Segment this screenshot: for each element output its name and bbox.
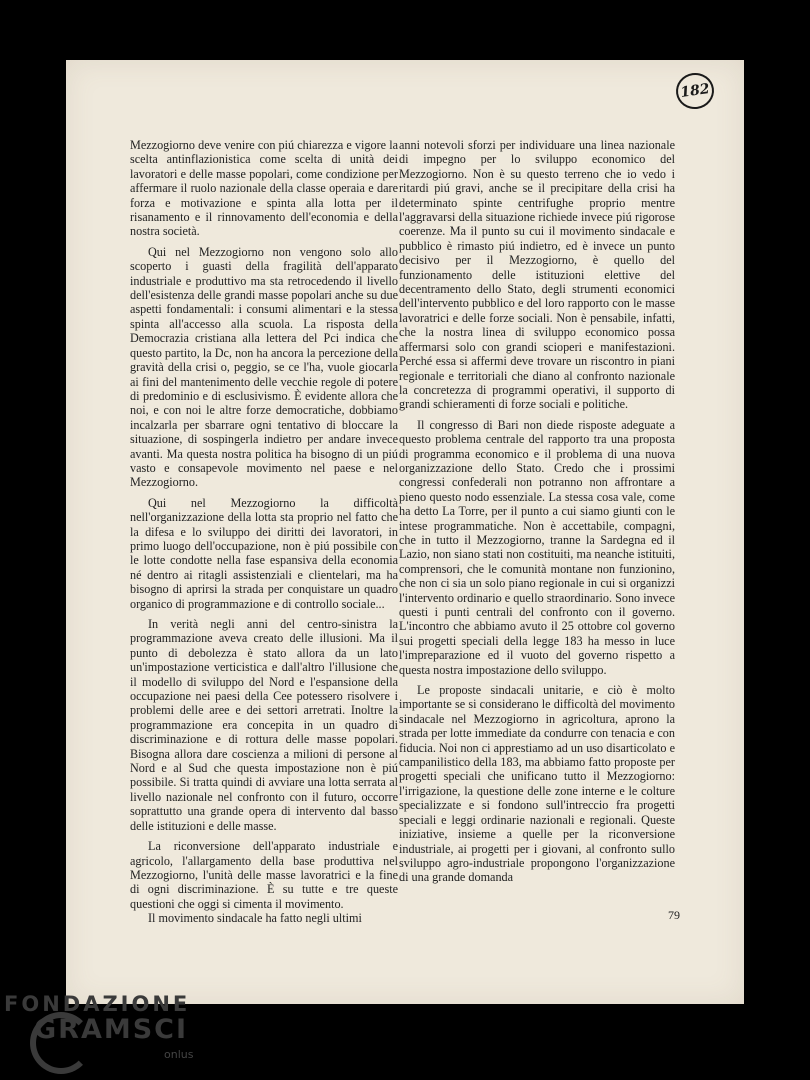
paragraph: La riconversione dell'apparato industriale e agricolo, l'allargamento della base produttiva nel Mezzogiorno, l'unità delle masse lavoratrici e la fine di ogni discriminazione. È su tutte e tre queste questioni che oggi si cimenta il movimento. [130,839,398,911]
watermark-line1: FONDAZIONE [4,992,191,1016]
paragraph: Il movimento sindacale ha fatto negli ultimi [148,911,362,926]
paragraph: Qui nel Mezzogiorno la difficoltà nell'organizzazione della lotta sta proprio nel fatto che la difesa e lo sviluppo dei diritti dei lavoratori, in primo luogo dell'occupazione, non è piú possibile con le lotte condotte nella fase espansiva della economia né dentro ai ritagli assistenziali e clientelari, ma ha bisogno di aprirsi la strada per conquistare un quadro organico di programmazione e di controllo sociale... [130,495,398,611]
page-folio: 79 [668,908,680,922]
document-page [66,60,744,1004]
text-column-left [130,138,398,926]
fondazione-gramsci-watermark [0,990,240,1070]
paragraph: Le proposte sindacali unitarie, e ciò è molto importante se si considerano le difficoltà del movimento sindacale nel Mezzogiorno in agricoltura, aprono la strada per lotte immediate da condurre con tenacia e con fiducia. Noi non ci apprestiamo ad un uso disarticolato e campanilistico della 183, ma abbiamo fatto proposte per progetti speciali che unificano tutto il Mezzogiorno: l'irrigazione, la questione delle zone interne e le colture specializzate e si fondono sull'intreccio fra progetti speciali e leggi ordinarie nazionali e regionali. Queste iniziative, insieme a quelle per la riconversione industriale, ai progetti per i giovani, al confronto sullo sviluppo agro-industriale propongono l'organizzazione di una grande domanda [399,683,675,885]
text-column-right [399,138,675,885]
paragraph: Mezzogiorno deve venire con piú chiarezza e vigore la scelta antinflazionistica come scelta di unità dei lavoratori e delle masse popolari, come condizione per affermare il ruolo nazionale della classe operaia e dare forza e motivazione e spinta alla lotta per il risanamento e il rinnovamento dell'economia e della nostra società. [130,138,398,239]
paragraph: Il congresso di Bari non diede risposte adeguate a questo problema centrale del rapporto tra una proposta di programma economico e il problema di una nuova organizzazione dello Stato. Credo che i prossimi congressi confederali non potranno non affrontare a pieno questo nodo essenziale. La stessa cosa vale, come ha detto La Torre, per il punto a cui siamo giunti con le intese programmatiche. Non è accettabile, compagni, che in tutto il Mezzogiorno, tranne la Sardegna ed il Lazio, non siano stati non costituiti, ma neanche istituiti, comprensori, che le comunità montane non funzionino, che non ci sia un solo piano regionale in cui si organizzi l'intervento ordinario e quello straordinario. Sono invece questi i punti centrali del confronto con il governo. L'incontro che abbiamo avuto il 25 ottobre col governo sui progetti speciali della legge 183 ha messo in luce l'impreparazione ed il vuoto del governo rispetto a questa nostra impostazione dello sviluppo. [399,417,675,677]
archive-page-number-stamp: 182 [674,71,717,112]
paragraph: Qui nel Mezzogiorno non vengono solo allo scoperto i guasti della fragilità dell'apparato industriale e produttivo ma sta retrocedendo il livello dell'esistenza delle grandi masse popolari anche su due aspetti fondamentali: i consumi alimentari e la stessa spinta all'accesso alla scuola. La risposta della Democrazia cristiana alla lettera del Pci indica che questo partito, la Dc, non ha ancora la percezione della gravità della crisi o, peggio, se ce l'ha, vuole giocarla ai fini del mantenimento delle vecchie regole di potere di predominio e di esclusivismo. È evidente allora che noi, e con noi le altre forze democratiche, dobbiamo incalzarla per sbarrare ogni tentativo di bloccare la situazione, di sospingerla indietro per andare invece avanti. Ma questa nostra politica ha bisogno di un piú vasto e consapevole movimento nel paese e nel Mezzogiorno. [130,244,398,490]
paragraph: In verità negli anni del centro-sinistra la programmazione aveva creato delle illusioni. Ma il punto di debolezza è stato allora da un lato un'impostazione verticistica e dall'altro l'illusione che il modello di sviluppo del Nord e l'espansione della occupazione nei paesi della Cee potessero risolvere i problemi delle aree e dei settori arretrati. Inoltre la programmazione era concepita in un quadro di discriminazione e di rottura delle masse popolari. Bisogna allora dare coscienza a milioni di persone al Nord e al Sud che questa impostazione non è piú possibile. Si tratta quindi di avviare una lotta serrata al livello nazionale nel confronto con il futuro, occorre soprattutto una grande opera di intervento dal basso delle istituzioni e delle masse. [130,617,398,833]
watermark-line2: GRAMSCI [34,1014,189,1045]
paragraph: anni notevoli sforzi per individuare una linea nazionale di impegno per lo sviluppo economico del Mezzogiorno. Non è su questo terreno che io vedo i ritardi piú gravi, anche se il precipitare della crisi ha determinato spinte centrifughe proprio mentre l'aggravarsi della situazione richiede invece piú rigorose coerenze. Ma il punto su cui il movimento sindacale e pubblico è rimasto piú indietro, ed è invece un punto decisivo per il Mezzogiorno, è quello del funzionamento delle istituzioni elettive del decentramento dello Stato, degli strumenti economici dell'intervento pubblico e del loro rapporto con le masse lavoratrici e delle forze sociali. Non è pensabile, infatti, che la nostra linea di sviluppo economico possa affermarsi solo con grandi scioperi e manifestazioni. Perché essa si affermi deve trovare un riscontro in piani regionale e territoriali che diano al confronto nazionale la concretezza di programmi operativi, il supporto di grandi schieramenti di forze sociali e politiche. [399,138,675,412]
watermark-line3: onlus [164,1048,194,1061]
